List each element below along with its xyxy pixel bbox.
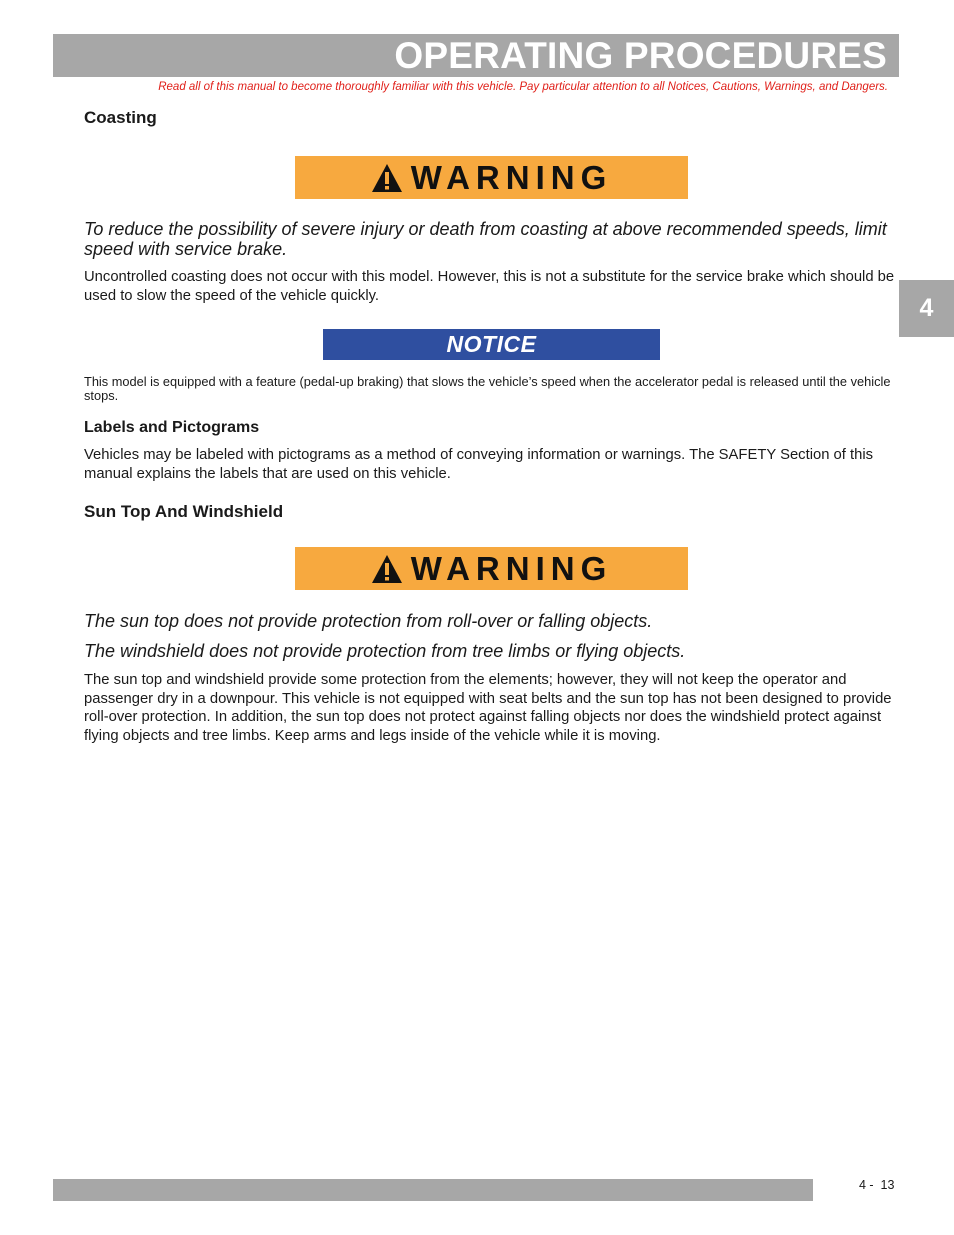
notice-text: This model is equipped with a feature (pedal-up braking) that slows the vehicle’s speed when the accelerator pedal is released until the vehicle stops. bbox=[84, 374, 891, 403]
body-text-sun-top: The sun top and windshield provide some protection from the elements; however, they will not keep the operator and passenger dry in a downpour. This vehicle is not equipped with seat belts and the sun top has not been designed to provide roll-over protection. In addition, the sun top does not protect against falling objects nor does the windshield protect against flying objects and tree limbs. Keep arms and legs inside of the vehicle while it is moving. bbox=[84, 672, 892, 744]
warning-triangle-icon bbox=[371, 163, 403, 193]
section-heading-coasting: Coasting bbox=[84, 108, 157, 127]
warning-banner-sun-top bbox=[295, 547, 688, 590]
footer-bar bbox=[53, 1179, 813, 1201]
section-heading-labels: Labels and Pictograms bbox=[84, 419, 260, 436]
body-text-labels: Vehicles may be labeled with pictograms as a method of conveying information or warnings. The SAFETY Section of this manual explains the labels that are used on this vehicle. bbox=[84, 447, 874, 482]
chapter-tab: 4 bbox=[899, 280, 954, 337]
warning-text-sun-top-1: The sun top does not provide protection from roll-over or falling objects. bbox=[84, 611, 653, 631]
notice-label: NOTICE bbox=[446, 331, 537, 357]
warning-label: WARNING bbox=[410, 158, 613, 196]
body-text-coasting: Uncontrolled coasting does not occur with this model. However, this is not a substitute for the service brake which should be used to slow the speed of the vehicle quickly. bbox=[84, 269, 895, 304]
page-title: OPERATING PROCEDURES bbox=[394, 35, 887, 76]
section-heading-sun-top: Sun Top And Windshield bbox=[84, 502, 284, 521]
header-note: Read all of this manual to become thoroughly familiar with this vehicle. Pay particular attention to all Notices, Cautions, Warnings, and Dangers. bbox=[158, 81, 888, 93]
header-bar bbox=[53, 34, 899, 77]
notice-banner bbox=[323, 329, 660, 360]
warning-text-sun-top-2: The windshield does not provide protection from tree limbs or flying objects. bbox=[84, 641, 686, 661]
warning-triangle-icon bbox=[371, 554, 403, 584]
warning-banner-coasting bbox=[295, 156, 688, 199]
page-number: 4 - 13 bbox=[859, 1178, 895, 1192]
warning-label: WARNING bbox=[410, 549, 613, 587]
warning-text-coasting: To reduce the possibility of severe injury or death from coasting at above recommended speeds, limit speed with service brake. bbox=[84, 219, 887, 259]
